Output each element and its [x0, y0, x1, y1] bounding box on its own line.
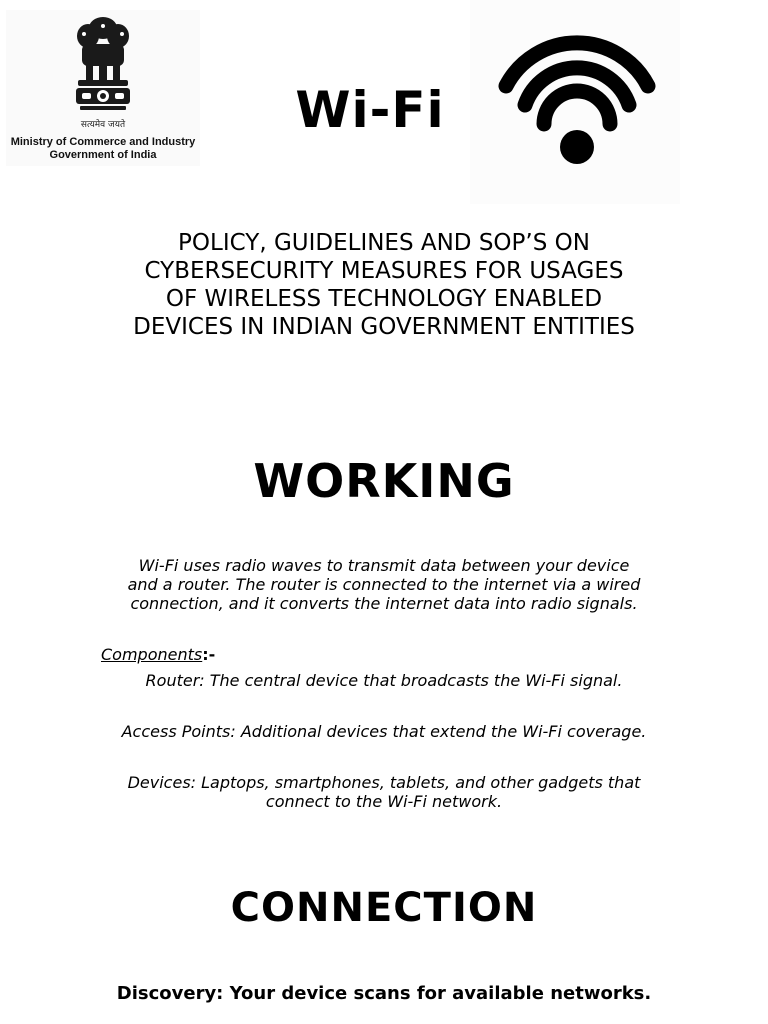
policy-title-line: POLICY, GUIDELINES AND SOP’S ON: [178, 230, 590, 256]
component-router: [84, 671, 684, 690]
component-access-points: [84, 722, 684, 741]
page-title: Wi-Fi: [295, 81, 445, 139]
components-label-text: Components: [101, 645, 203, 664]
components-label-suffix: :-: [202, 645, 216, 664]
national-emblem-icon: [70, 14, 136, 116]
intro-line: Wi-Fi uses radio waves to transmit data between your device: [138, 556, 630, 575]
component-text: Access Points: Additional devices that extend the Wi-Fi coverage.: [121, 722, 647, 741]
discovery-step: Discovery: Your device scans for available networks.: [116, 983, 652, 1004]
components-label: [101, 645, 215, 665]
intro-line: connection, and it converts the internet data into radio signals.: [130, 594, 638, 613]
connection-heading: CONNECTION: [230, 885, 538, 931]
component-text: Router: The central device that broadcasts the Wi-Fi signal.: [145, 671, 623, 690]
working-heading: WORKING: [253, 454, 515, 508]
component-text: connect to the Wi-Fi network.: [265, 792, 503, 811]
component-text: Devices: Laptops, smartphones, tablets, and other gadgets that: [127, 773, 641, 792]
ministry-emblem-block: [6, 10, 200, 166]
policy-title-line: OF WIRELESS TECHNOLOGY ENABLED: [165, 286, 603, 312]
government-line: Government of India: [49, 149, 157, 161]
policy-title: [84, 229, 684, 341]
policy-title-line: DEVICES IN INDIAN GOVERNMENT ENTITIES: [133, 314, 635, 340]
wifi-icon: [470, 0, 680, 204]
component-devices: [84, 773, 684, 811]
policy-title-line: CYBERSECURITY MEASURES FOR USAGES: [144, 258, 624, 284]
working-intro: [84, 556, 684, 613]
intro-line: and a router. The router is connected to the internet via a wired: [127, 575, 641, 594]
ministry-line: Ministry of Commerce and Industry: [10, 136, 196, 148]
wifi-icon-block: [470, 0, 680, 204]
ministry-name: [6, 136, 200, 162]
emblem-motto: सत्यमेव जयते: [80, 120, 126, 130]
